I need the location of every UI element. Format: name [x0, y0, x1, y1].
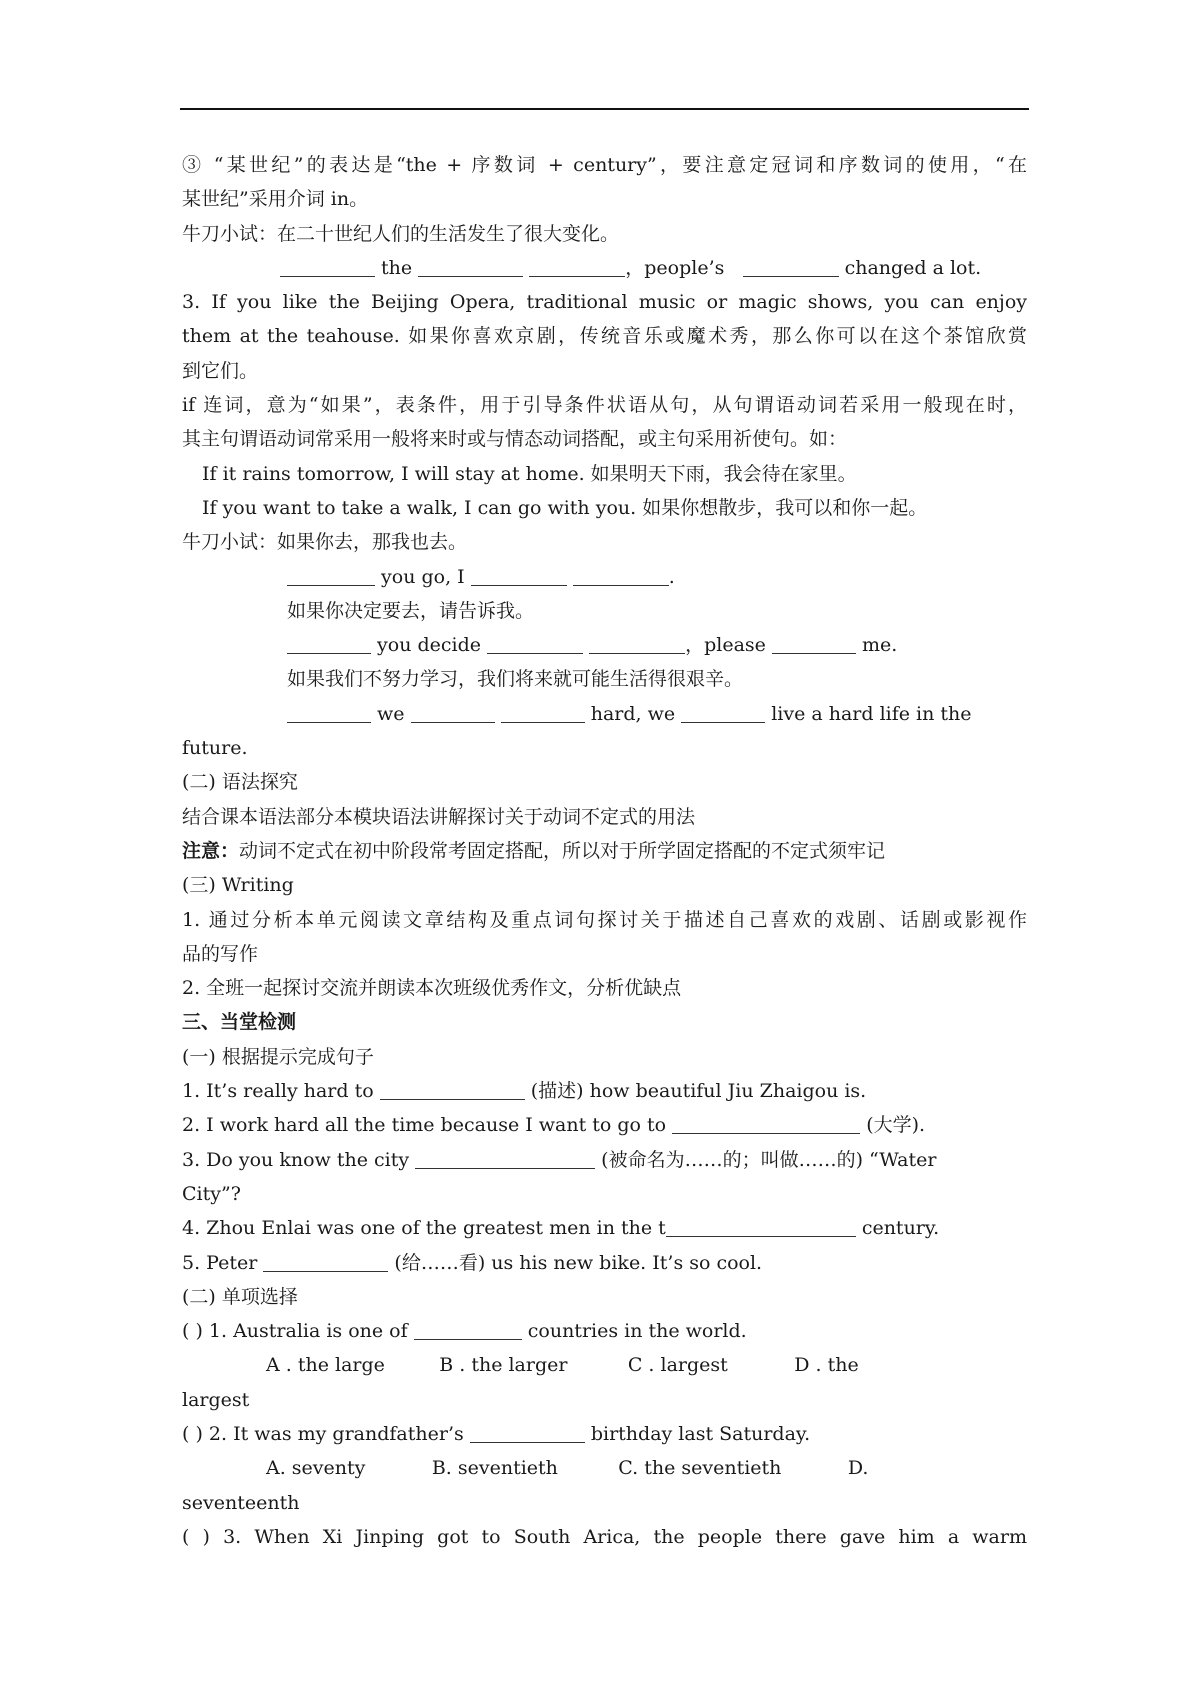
exercise-item — [182, 1074, 1027, 1108]
fill-text: you go, I — [381, 565, 465, 588]
example-sentence: If it rains tomorrow, I will stay at home. 如果明天下雨，我会待在家里。 — [202, 462, 857, 485]
text-line: seventeenth — [182, 1491, 300, 1514]
answer-blank[interactable] — [772, 633, 856, 654]
answer-blank[interactable] — [573, 565, 669, 586]
answer-blank[interactable] — [287, 633, 371, 654]
example-sentence: If you want to take a walk, I can go with you. 如果你想散步，我可以和你一起。 — [202, 496, 928, 519]
note-label: 注意： — [182, 839, 240, 862]
text-line: if 连词，意为“如果”，表条件，用于引导条件状语从句，从句谓语动词若采用一般现在时， — [182, 394, 1027, 417]
question-text: birthday last Saturday. — [590, 1422, 811, 1445]
item-text: 2. I work hard all the time because I want to go to — [182, 1114, 667, 1137]
text-line: ③ “某世纪”的表达是“the + 序数词 + century”，要注意定冠词和序数词的使用，“在 — [182, 154, 1027, 176]
answer-blank[interactable] — [471, 565, 567, 586]
answer-blank[interactable] — [501, 702, 585, 723]
exercise-item — [182, 1246, 1027, 1280]
fill-text: we — [377, 702, 405, 725]
answer-blank[interactable] — [470, 1422, 585, 1443]
answer-blank[interactable] — [487, 633, 583, 654]
practice-prompt: 牛刀小试：如果你去，那我也去。 — [182, 531, 468, 554]
fill-text: you decide — [377, 634, 482, 657]
answer-blank[interactable] — [263, 1251, 388, 1272]
practice-prompt: 如果我们不努力学习，我们将来就可能生活得很艰辛。 — [287, 668, 744, 691]
fill-line — [182, 628, 1027, 662]
answer-blank[interactable] — [414, 1319, 522, 1340]
item-text: 3. Do you know the city — [182, 1148, 410, 1171]
fill-text: me. — [862, 634, 898, 657]
fill-line — [182, 697, 1027, 731]
section-heading: (三) Writing — [182, 874, 294, 897]
item-text: (被命名为……的；叫做……的) “Water — [601, 1148, 937, 1171]
answer-blank[interactable] — [743, 256, 839, 277]
answer-blank[interactable] — [287, 565, 375, 586]
answer-blank[interactable] — [589, 633, 685, 654]
text-line: future. — [182, 737, 248, 760]
answer-blank[interactable] — [672, 1113, 860, 1134]
item-text: 5. Peter — [182, 1251, 258, 1274]
answer-blank[interactable] — [380, 1079, 525, 1100]
text-line: 2. 全班一起探讨交流并朗读本次班级优秀作文，分析优缺点 — [182, 977, 682, 1000]
text-line: 3. If you like the Beijing Opera, traditional music or magic shows, you can enjoy — [182, 291, 1027, 314]
worksheet-page — [182, 148, 1027, 1554]
fill-text: ，please — [685, 634, 766, 657]
header-rule — [180, 108, 1029, 110]
answer-blank[interactable] — [287, 702, 371, 723]
question-text: ( ) 2. It was my grandfather’s — [182, 1422, 464, 1445]
fill-text: live a hard life in the — [771, 702, 972, 725]
text-line: 其主句谓语动词常采用一般将来时或与情态动词搭配，或主句采用祈使句。如： — [182, 428, 848, 451]
answer-blank[interactable] — [411, 702, 495, 723]
note-text: 动词不定式在初中阶段常考固定搭配，所以对于所学固定搭配的不定式须牢记 — [239, 839, 886, 862]
answer-blank[interactable] — [529, 256, 625, 277]
exercise-item — [182, 1211, 1027, 1245]
answer-blank[interactable] — [415, 1148, 595, 1169]
answer-blank[interactable] — [681, 702, 765, 723]
text-line: 品的写作 — [182, 942, 259, 965]
fill-text: hard, we — [590, 702, 676, 725]
item-text: (大学). — [866, 1114, 926, 1137]
fill-text: changed a lot. — [844, 256, 982, 279]
choice-question — [182, 1417, 1027, 1451]
answer-blank[interactable] — [280, 256, 375, 277]
practice-prompt: 如果你决定要去，请告诉我。 — [287, 599, 535, 622]
item-text: 4. Zhou Enlai was one of the greatest men in the t — [182, 1217, 666, 1240]
item-text: 1. It’s really hard to — [182, 1080, 374, 1103]
question-text: countries in the world. — [527, 1320, 747, 1343]
fill-line — [182, 560, 1027, 594]
text-line: them at the teahouse. 如果你喜欢京剧，传统音乐或魔术秀，那么你可以在这个茶馆欣赏 — [182, 325, 1027, 348]
practice-prompt: 牛刀小试：在二十世纪人们的生活发生了很大变化。 — [182, 222, 620, 245]
text-line: 1. 通过分析本单元阅读文章结构及重点词句探讨关于描述自己喜欢的戏剧、话剧或影视作 — [182, 908, 1027, 931]
answer-blank[interactable] — [418, 256, 523, 277]
text-line: largest — [182, 1388, 250, 1411]
item-text: century. — [861, 1217, 940, 1240]
note-line — [182, 834, 1027, 868]
item-text: (给……看) us his new bike. It’s so cool. — [394, 1251, 763, 1274]
exercise-item — [182, 1108, 1027, 1142]
section-heading: (二) 语法探究 — [182, 771, 298, 794]
choice-question — [182, 1314, 1027, 1348]
fill-line — [182, 251, 1027, 285]
answer-blank[interactable] — [666, 1216, 856, 1237]
text-line: 某世纪”采用介词 in。 — [182, 188, 369, 211]
choice-question: ( ) 3. When Xi Jinping got to South Arica, the people there gave him a warm — [182, 1525, 1027, 1548]
choice-options: A . the large B . the larger C . largest D . the — [266, 1354, 859, 1377]
question-text: ( ) 1. Australia is one of — [182, 1320, 408, 1343]
text-line: 到它们。 — [182, 359, 259, 382]
section-heading: (二) 单项选择 — [182, 1285, 298, 1308]
section-title: 三、当堂检测 — [182, 1011, 297, 1034]
choice-options: A. seventy B. seventieth C. the seventieth D. — [266, 1457, 869, 1480]
text-line: 结合课本语法部分本模块语法讲解探讨关于动词不定式的用法 — [182, 805, 696, 828]
fill-text: ，people’s — [625, 256, 725, 279]
text-line: City”? — [182, 1182, 241, 1205]
fill-text: the — [381, 256, 413, 279]
item-text: (描述) how beautiful Jiu Zhaigou is. — [530, 1080, 867, 1103]
section-heading: (一) 根据提示完成句子 — [182, 1045, 374, 1068]
exercise-item — [182, 1143, 1027, 1177]
fill-text: . — [668, 565, 675, 588]
